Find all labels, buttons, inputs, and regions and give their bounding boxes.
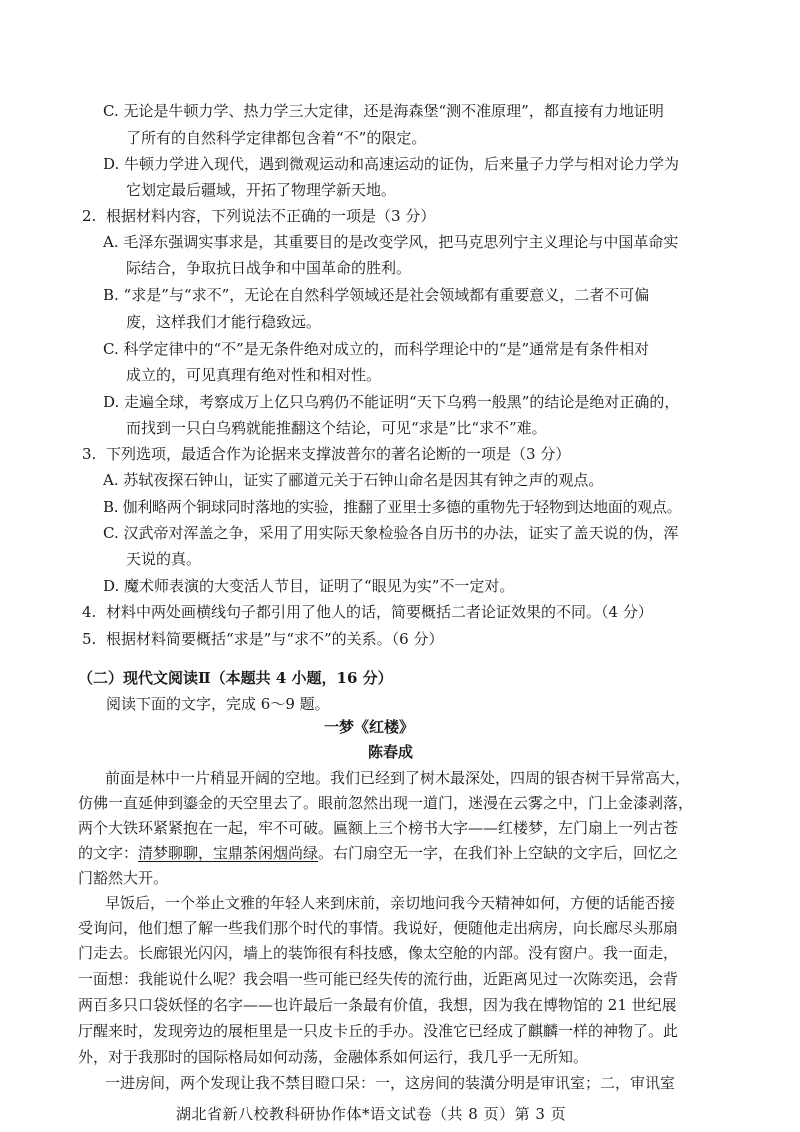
q3-stem: 下列选项，最适合作为论据来支撑波普尔的著名论断的一项是（3 分） [106,445,571,463]
q1-option-c-line2: 了所有的自然科学定律都包含着“不”的限定。 [126,129,427,147]
passage-p2-line6: 厅醒来时，发现旁边的展柜里是一只皮卡丘的手办。没准它已经成了麒麟一样的神物了。此 [78,1022,679,1040]
passage-p2-line4: 一面想：我能说什么呢？我会唱一些可能已经失传的流行曲，近距离见过一次陈奕迅，会背 [78,970,679,988]
passage-p2-line2: 受询问，他们想了解一些我们那个时代的事情。我说好，便随他走出病房，向长廊尽头那扇 [78,919,679,937]
passage-p2-line1: 早饭后，一个举止文雅的年轻人来到床前，亲切地问我今天精神如何，方便的话能否接 [105,894,676,912]
passage-p3-line1: 一进房间，两个发现让我不禁目瞪口呆：一，这房间的装潢分明是审讯室；二，审讯室 [105,1074,676,1092]
q4-number: 4. [82,603,97,621]
q5-number: 5. [82,630,97,648]
q4-stem: 材料中两处画横线句子都引用了他人的话，简要概括二者论证效果的不同。（4 分） [106,603,653,621]
q3-option-b: B. 伽利略两个铜球同时落地的实验，推翻了亚里士多德的重物先于轻物到达地面的观点。 [103,498,682,516]
article-author: 陈春成 [368,743,414,761]
q2-option-c-line1: C. 科学定律中的“不”是无条件绝对成立的，而科学理论中的“是”通常是有条件相对 [103,340,650,358]
passage-p1-line2: 仿佛一直延伸到鎏金的天空里去了。眼前忽然出现一道门，迷漫在云雾之中，门上金漆剥落， [78,794,694,812]
passage-p1-line3: 两个大铁环紧紧抱在一起，牢不可破。匾额上三个榜书大字——红楼梦，左门扇上一列古苍 [78,819,679,837]
q1-option-c-line1: C. 无论是牛顿力学、热力学三大定律，还是海森堡“测不准原理”，都直接有力地证明 [103,102,664,120]
article-title: 一梦《红楼》 [324,718,415,736]
section2-heading: （二）现代文阅读Ⅱ（本题共 4 小题，16 分） [78,669,393,687]
q2-option-b-line1: B. “求是”与“求不”，无论在自然科学领域还是社会领域都有重要意义，二者不可偏 [103,286,650,304]
q2-option-a-line1: A. 毛泽东强调实事求是，其重要目的是改变学风，把马克思列宁主义理论与中国革命实 [103,233,679,251]
passage-p1-line4 [78,842,678,864]
passage-p1-line1: 前面是林中一片稍显开阔的空地。我们已经到了树木最深处，四周的银杏树干异常高大， [105,769,691,787]
q2-stem: 根据材料内容，下列说法不正确的一项是（3 分） [106,207,436,225]
q3-option-c-line1: C. 汉武帝对浑盖之争，采用了用实际天象检验各自历书的办法，证实了盖天说的伪，浑 [103,524,679,542]
q3-option-c-line2: 天说的真。 [126,550,202,568]
q2-number: 2. [82,207,97,225]
q1-option-d-line2: 它划定最后疆域，开拓了物理学新天地。 [126,181,397,199]
passage-p1-line4-prefix: 的文字： [78,844,139,862]
passage-p1-line5: 门豁然大开。 [78,869,169,887]
underlined-quote: 清梦聊聊，宝鼎茶闲烟尚绿 [138,844,319,862]
q2-option-d-line1: D. 走遍全球，考察成万上亿只乌鸦仍不能证明“天下乌鸦一般黑”的结论是绝对正确的， [103,393,680,411]
passage-p2-line5: 两百多只口袋妖怪的名字——也许最后一条最有价值，我想，因为我在博物馆的 21 世纪展 [78,996,677,1014]
q3-number: 3. [82,445,97,463]
q2-option-d-line2: 而找到一只白乌鸦就能推翻这个结论，可见“求是”比“求不”难。 [126,419,547,437]
section2-instruction: 阅读下面的文字，完成 6～9 题。 [106,695,330,713]
q3-option-d: D. 魔术师表演的大变活人节目，证明了“眼见为实”不一定对。 [103,577,515,595]
passage-p2-line3: 门走去。长廊银光闪闪，墙上的装饰很有科技感，像太空舱的内部。没有窗户。我一面走， [78,944,679,962]
q2-option-b-line2: 废，这样我们才能行稳致远。 [126,313,322,331]
passage-p2-line7: 外，对于我那时的国际格局如何动荡，金融体系如何运行，我几乎一无所知。 [78,1048,589,1066]
page-footer: 湖北省新八校教科研协作体*语文试卷（共 8 页）第 3 页 [176,1105,567,1123]
q2-option-c-line2: 成立的，可见真理有绝对性和相对性。 [126,366,382,384]
q2-option-a-line2: 际结合，争取抗日战争和中国革命的胜利。 [126,259,412,277]
passage-p1-line4-suffix: 。右门扇空无一字，在我们补上空缺的文字后，回忆之 [318,844,679,862]
q3-option-a: A. 苏轼夜探石钟山，证实了郦道元关于石钟山命名是因其有钟之声的观点。 [103,471,604,489]
q1-option-d-line1: D. 牛顿力学进入现代，遇到微观运动和高速运动的证伪，后来量子力学与相对论力学为 [103,155,680,173]
q5-stem: 根据材料简要概括“求是”与“求不”的关系。（6 分） [106,630,444,648]
